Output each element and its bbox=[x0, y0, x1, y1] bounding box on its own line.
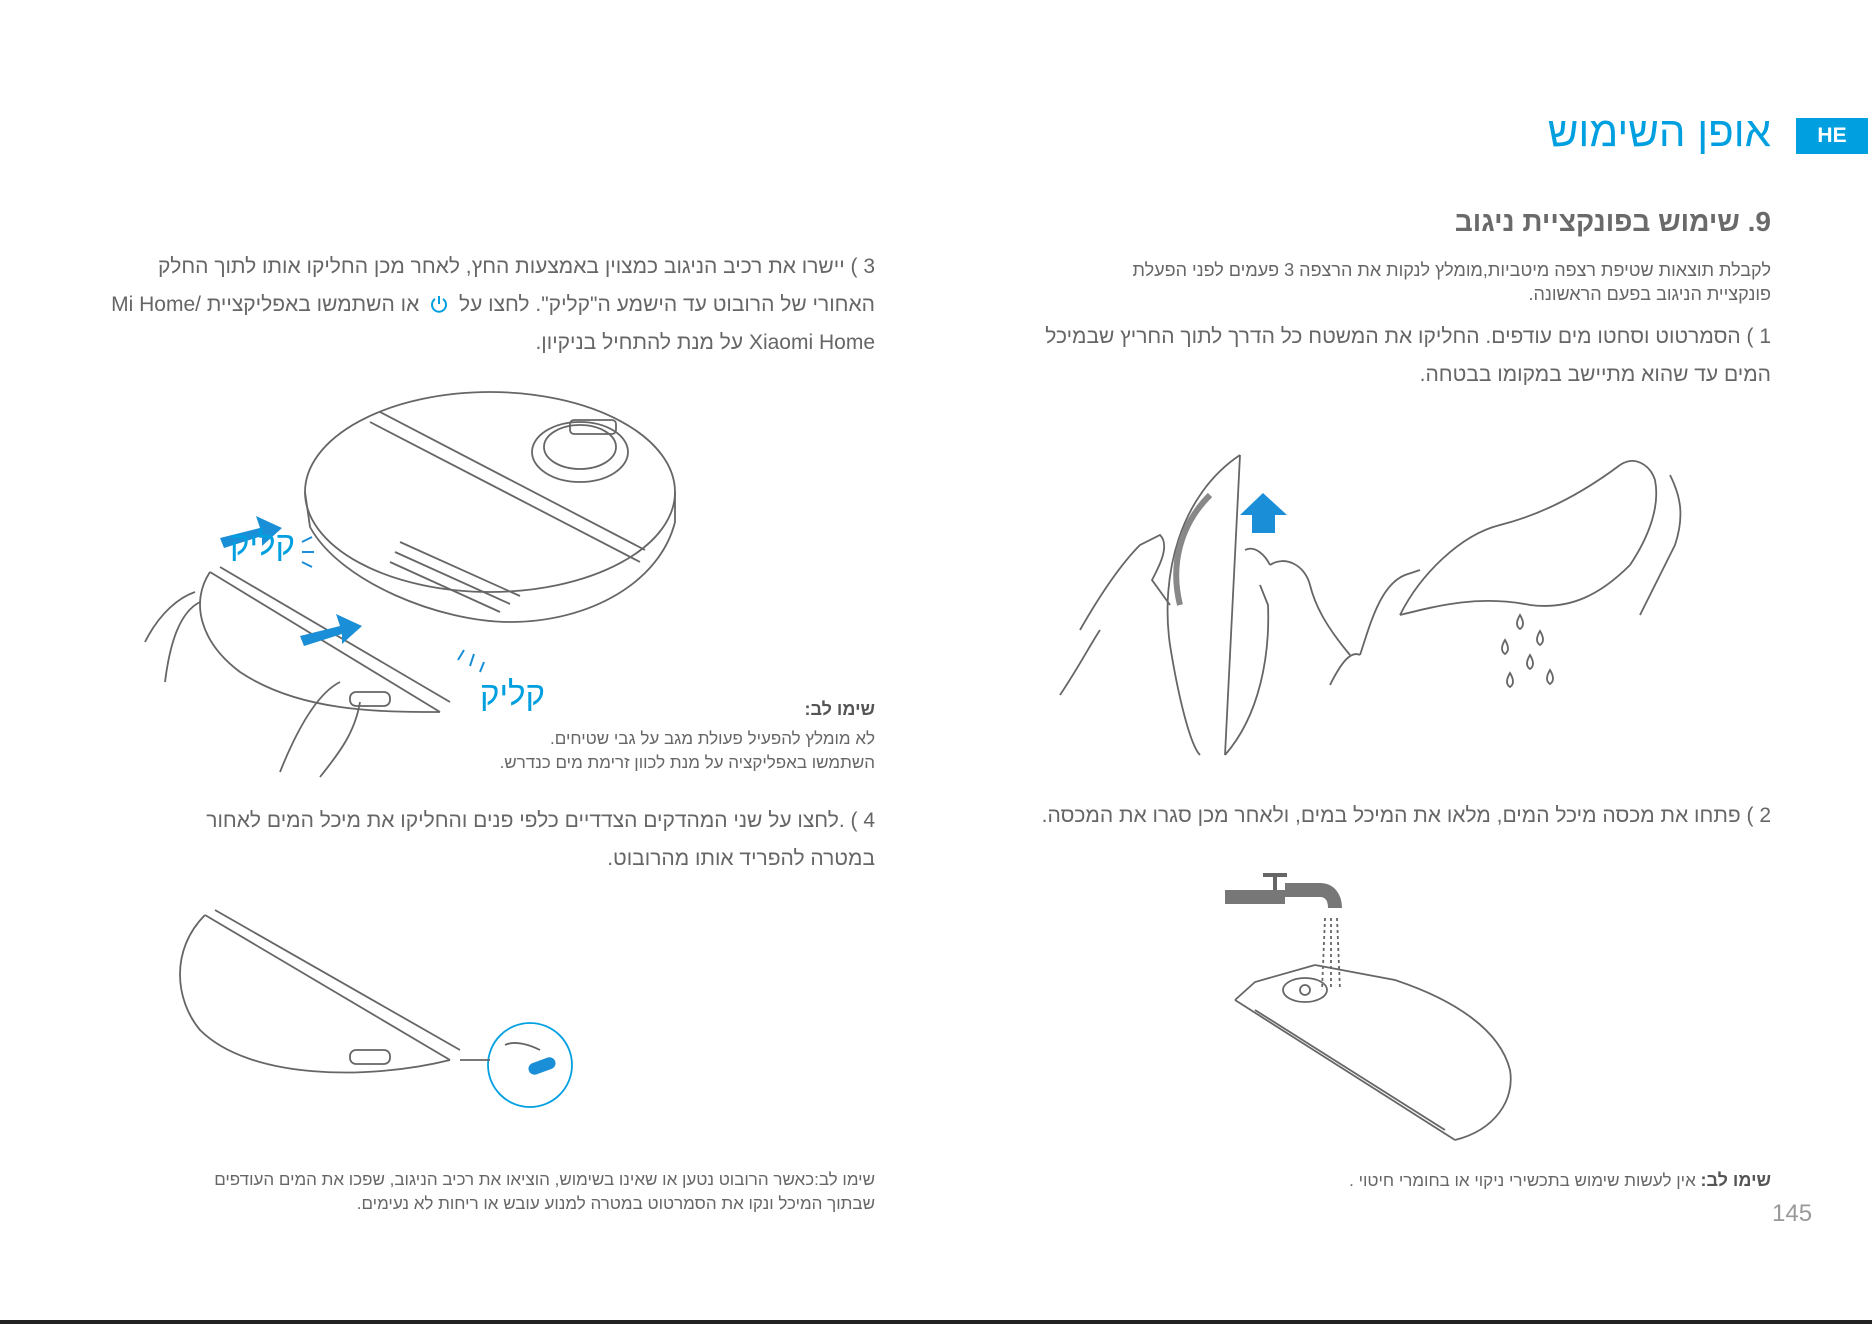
step-4-line-2: במטרה להפריד אותו מהרובוט. bbox=[607, 847, 875, 870]
step-1-line-1: 1 ) הסמרטוט וסחטו מים עודפים. החליקו את המשטח כל הדרך לתוך החריץ שבמיכל bbox=[1045, 325, 1771, 348]
bottom-rule bbox=[0, 1320, 1872, 1324]
intro-line-2: פונקציית הניגוב בפעם הראשונה. bbox=[1528, 284, 1771, 304]
step-3 bbox=[75, 248, 875, 362]
click-label-bottom: קליק bbox=[480, 675, 545, 712]
intro-line-1: לקבלת תוצאות שטיפת רצפה מיטביות,מומלץ לנקות את הרצפה 3 פעמים לפני הפעלת bbox=[1132, 260, 1771, 280]
language-badge: HE bbox=[1796, 118, 1868, 154]
power-icon bbox=[429, 289, 449, 309]
step-3-line-3: Xiaomi Home על מנת להתחיל בניקיון. bbox=[535, 331, 875, 354]
step-3-line-1: 3 ) יישרו את רכיב הניגוב כמצוין באמצעות החץ, לאחר מכן החליקו אותו לתוך החלק bbox=[158, 255, 875, 278]
section-title: 9. שימוש בפונקציית ניגוב bbox=[1454, 206, 1771, 237]
step-1 bbox=[971, 318, 1771, 394]
fill-tank-illustration bbox=[1225, 870, 1565, 1160]
note-1-line-1: לא מומלץ להפעיל פעולת מגב על גבי שטיחים. bbox=[550, 729, 875, 748]
page-title: אופן השימוש bbox=[1547, 108, 1771, 155]
step-2: 2 ) פתחו את מכסה מיכל המים, מלאו את המיכל במים, ולאחר מכן סגרו את המכסה. bbox=[1041, 804, 1771, 827]
note-1 bbox=[355, 697, 875, 775]
step-3-line-2b: או השתמשו באפליקציית /Mi Home bbox=[111, 293, 420, 316]
step-3-line-2 bbox=[75, 286, 875, 324]
note-3-line-1: שימו לב:כאשר הרובוט נטען או שאינו בשימוש, הוציאו את רכיב הניגוב, שפכו את המים העודפים bbox=[214, 1170, 875, 1189]
click-label-top: קליק bbox=[230, 525, 295, 562]
mop-attach-illustration bbox=[1060, 455, 1710, 765]
note-2-text: אין לעשות שימוש בתכשירי ניקוי או בחומרי חיטוי . bbox=[1349, 1171, 1696, 1190]
remove-tray-illustration bbox=[170, 910, 590, 1120]
step-1-line-2: המים עד שהוא מתיישב במקומו בבטחה. bbox=[1419, 363, 1771, 386]
note-3-line-2: שבתוך המיכל ונקו את הסמרטוט במטרה למנוע עובש או ריחות לא נעימים. bbox=[356, 1194, 875, 1213]
page-number: 145 bbox=[1772, 1200, 1813, 1227]
step-4-line-1: 4 ) .לחצו על שני המהדקים הצדדיים כלפי פנים והחליקו את מיכל המים לאחור bbox=[206, 809, 875, 832]
step-4 bbox=[115, 802, 875, 878]
note-1-line-2: השתמשו באפליקציה על מנת לכוון זרימת מים כנדרש. bbox=[499, 753, 875, 772]
intro-text bbox=[1011, 258, 1771, 306]
note-2-head: שימו לב: bbox=[1700, 1170, 1771, 1190]
note-2 bbox=[1071, 1168, 1771, 1193]
note-1-head: שימו לב: bbox=[804, 699, 875, 719]
step-3-line-2a: האחורי של הרובוט עד הישמע ה"קליק". לחצו על bbox=[458, 293, 875, 316]
note-3 bbox=[115, 1168, 875, 1216]
